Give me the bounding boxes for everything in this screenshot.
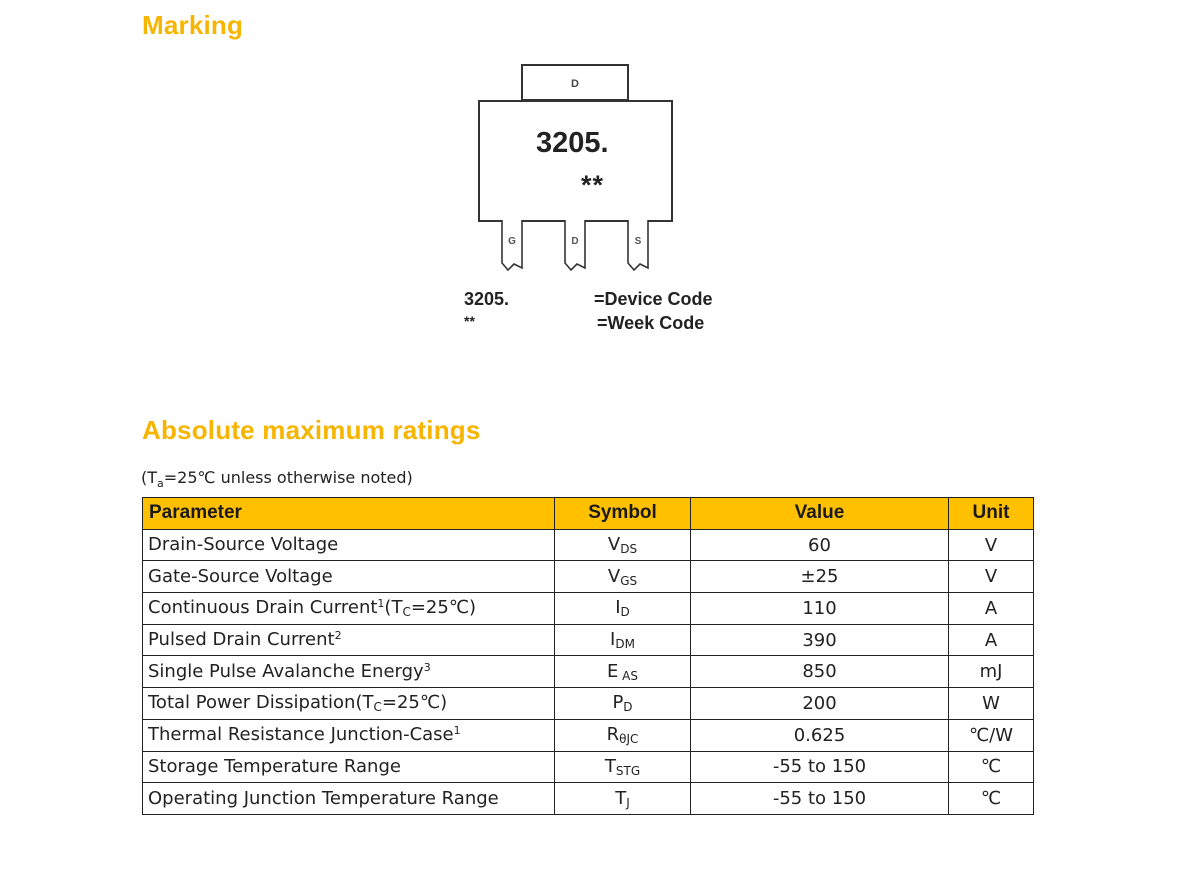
table-row [143,783,1034,815]
value-cell: 110 [691,593,949,625]
unit-cell: mJ [949,656,1034,688]
unit-cell: V [949,529,1034,561]
tab-label: D [571,78,579,90]
value-cell: 390 [691,624,949,656]
parameter-cell: Gate-Source Voltage [143,561,555,593]
column-header-parameter: Parameter [143,498,555,530]
value-cell: 850 [691,656,949,688]
table-row [143,656,1034,688]
unit-cell: ℃ [949,751,1034,783]
value-cell: 60 [691,529,949,561]
parameter-cell: Continuous Drain $Current^1(T_C=25℃)$ [143,593,555,625]
symbol-cell: $P_D$ [555,688,691,720]
column-header-value: Value [691,498,949,530]
value-cell: ±25 [691,561,949,593]
value-cell: 0.625 [691,719,949,751]
symbol-cell: $T_{STG}$ [555,751,691,783]
symbol-cell: $R_{\theta JC}$ [555,719,691,751]
unit-cell: ℃/W [949,719,1034,751]
legend-device-description: =Device Code [594,289,713,309]
unit-cell: W [949,688,1034,720]
symbol-cell: $V_{GS}$ [555,561,691,593]
value-cell: 200 [691,688,949,720]
parameter-cell: Thermal Resistance Junction-Case$^1$ [143,719,555,751]
package-top-tab [521,64,629,101]
value-cell: -55 to 150 [691,783,949,815]
table-row [143,561,1034,593]
column-header-symbol: Symbol [555,498,691,530]
package-body [478,100,673,222]
table-row [143,593,1034,625]
ratings-conditions: ($T_a=25℃$ unless otherwise noted) [141,468,413,491]
column-header-unit: Unit [949,498,1034,530]
symbol-cell: $V_{DS}$ [555,529,691,561]
parameter-cell: Pulsed Drain Current$^2$ [143,624,555,656]
legend-week-symbol: ** [464,313,475,329]
symbol-cell: $I_D$ [555,593,691,625]
marking-heading: Marking [142,10,244,40]
week-code-marking: ** [581,170,605,200]
table-row [143,529,1034,561]
legend-device-symbol: 3205. [464,289,510,309]
parameter-cell: Drain-Source Voltage [143,529,555,561]
unit-cell: ℃ [949,783,1034,815]
parameter-cell: Total Power $Dissipation(T_C=25℃)$ [143,688,555,720]
unit-cell: A [949,593,1034,625]
device-code-marking: 3205. [536,127,609,159]
table-row [143,688,1034,720]
unit-cell: A [949,624,1034,656]
ratings-table [142,497,1034,815]
parameter-cell: Single Pulse Avalanche Energy$^3$ [143,656,555,688]
value-cell: -55 to 150 [691,751,949,783]
ratings-heading: Absolute maximum ratings [142,415,481,445]
symbol-cell: $I_{DM}$ [555,624,691,656]
table-row [143,624,1034,656]
table-row [143,751,1034,783]
unit-cell: V [949,561,1034,593]
table-header-row [143,498,1034,530]
table-row [143,719,1034,751]
symbol-cell: $T_J$ [555,783,691,815]
pin-label-drain: D [571,236,579,247]
legend-week-description: =Week Code [597,313,705,333]
pin-label-source: S [634,236,642,247]
pin-label-gate: G [508,236,516,247]
symbol-cell: E $_{AS}$ [555,656,691,688]
parameter-cell: Storage Temperature Range [143,751,555,783]
parameter-cell: Operating Junction Temperature Range [143,783,555,815]
